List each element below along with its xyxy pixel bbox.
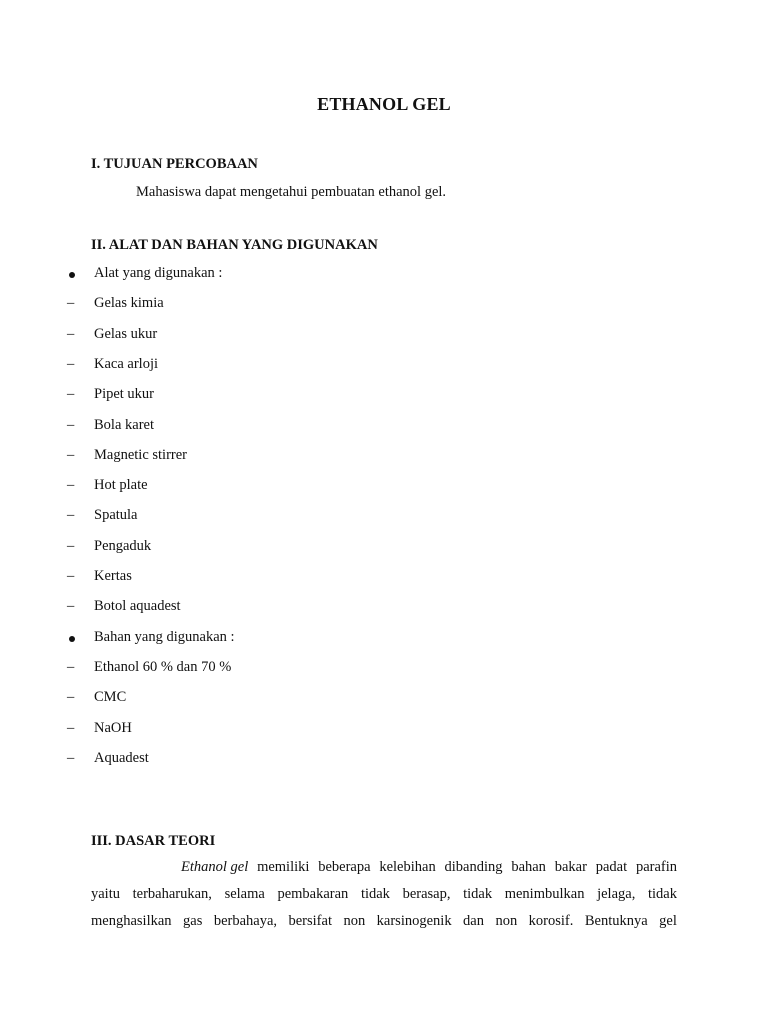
bullet-label: Bahan yang digunakan : [94,628,235,645]
dash-marker: – [67,325,75,342]
dash-marker: – [67,446,75,463]
bullet-label: Alat yang digunakan : [94,265,223,281]
section-heading-alat-bahan: II. ALAT DAN BAHAN YANG DIGUNAKAN [91,237,378,253]
dash-marker: – [67,719,75,736]
list-item-label: Pengaduk [94,537,152,554]
dash-marker: – [67,507,75,524]
list-item-label: Aquadest [94,749,149,766]
dash-marker: – [67,537,75,554]
list-item-label: Spatula [94,507,138,524]
dash-marker: – [67,749,75,766]
italic-term: Ethanol gel [181,859,249,875]
bullet-icon [69,272,75,278]
list-item-label: Gelas kimia [94,295,164,312]
dash-marker: – [67,477,75,494]
list-item-label: Gelas ukur [94,325,158,342]
list-item-label: Ethanol 60 % dan 70 % [94,658,232,675]
bullet-icon [69,636,75,642]
list-item-label: Kertas [94,568,132,584]
dasar-teori-paragraph [91,857,677,938]
list-item-label: Pipet ukur [94,386,155,403]
dash-marker: – [67,416,75,433]
section-heading-tujuan: I. TUJUAN PERCOBAAN [91,156,258,172]
list-item-label: CMC [94,689,127,706]
paragraph-line: yaitu terbaharukan, selama pembakaran tidak berasap, tidak menimbulkan jelaga, tidak [91,886,677,902]
list-item-label: NaOH [94,719,132,736]
list-item-label: Magnetic stirrer [94,446,188,463]
dash-marker: – [67,295,75,312]
dash-marker: – [67,386,75,403]
section-heading-dasar-teori: III. DASAR TEORI [91,833,216,849]
dash-marker: – [67,598,75,615]
dash-marker: – [67,658,75,675]
dash-marker: – [67,355,75,372]
paragraph-line: Ethanol gel memiliki beberapa kelebihan dibanding bahan bakar padat parafin [91,857,677,884]
document-title: ETHANOL GEL [317,94,451,114]
list-item-label: Hot plate [94,477,148,494]
tujuan-text: Mahasiswa dapat mengetahui pembuatan ethanol gel. [136,184,447,200]
list-item-label: Botol aquadest [94,598,181,615]
list-item-label: Kaca arloji [94,355,159,372]
dash-marker: – [67,689,75,706]
dash-marker: – [67,568,75,584]
list-item-label: Bola karet [94,416,154,433]
paragraph-line: menghasilkan gas berbahaya, bersifat non karsinogenik dan non korosif. Bentuknya gel [91,913,677,929]
